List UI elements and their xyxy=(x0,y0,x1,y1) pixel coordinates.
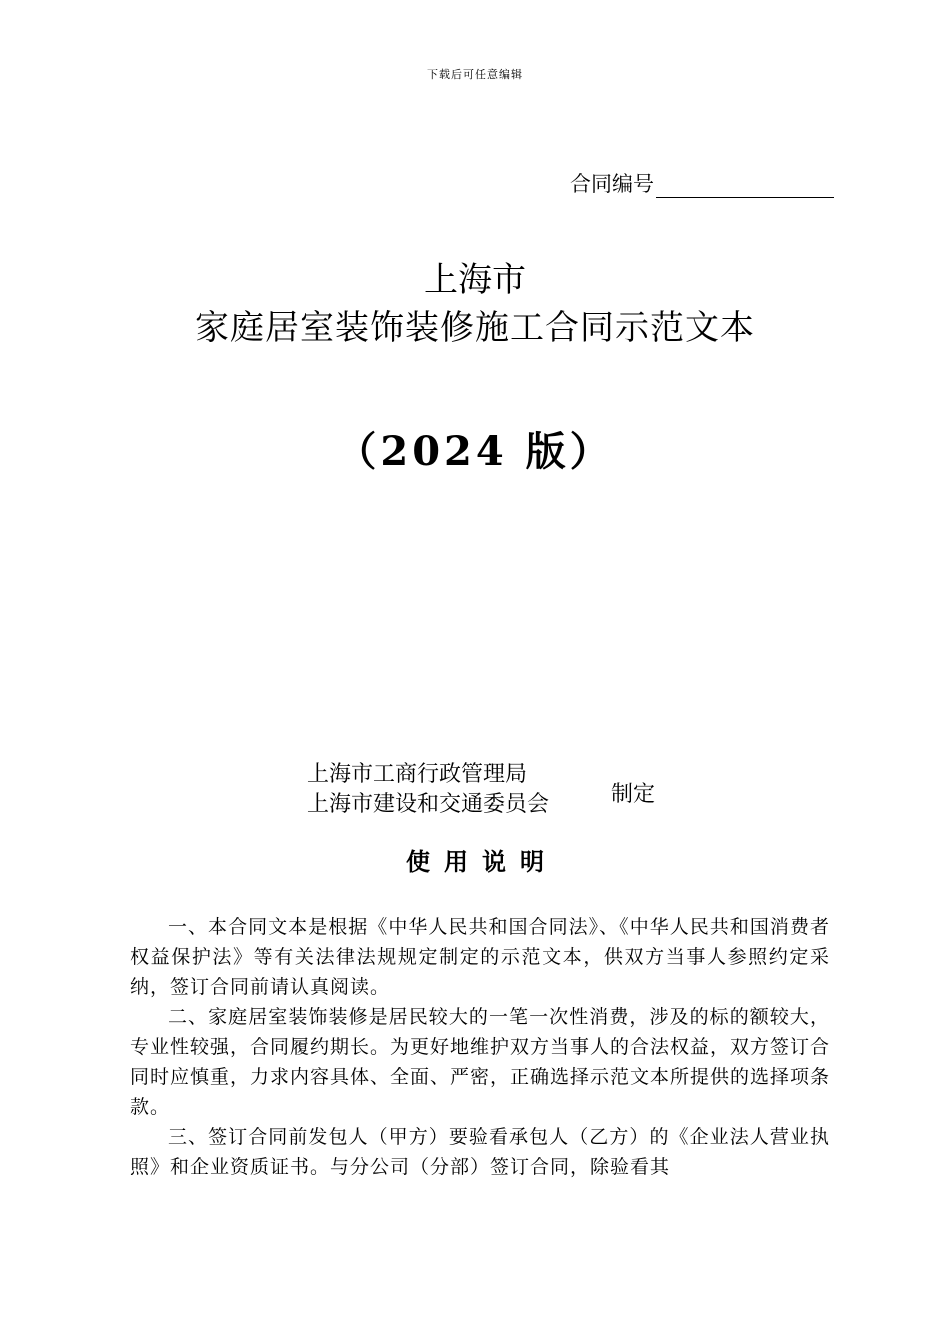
title-city: 上海市 xyxy=(424,260,526,300)
instruction-paragraph-1: 一、本合同文本是根据《中华人民共和国合同法》、《中华人民共和国消费者权益保护法》等有关法律法规规定制定的示范文本，供双方当事人参照约定采纳，签订合同前请认真阅读。 xyxy=(130,916,830,998)
contract-number-blank xyxy=(656,175,834,198)
contract-number-label: 合同编号 xyxy=(570,172,654,196)
instruction-paragraph-2: 二、家庭居室装饰装修是居民较大的一笔一次性消费，涉及的标的额较大，专业性较强，合同履约期长。为更好地维护双方当事人的合法权益，双方签订合同时应慎重，力求内容具体、全面、严密，正确选择示范文本所提供的选择项条款。 xyxy=(130,1006,831,1118)
instruction-paragraph-3: 三、签订合同前发包人（甲方）要验看承包人（乙方）的《企业法人营业执照》和企业资质证书。与分公司（分部）签订合同，除验看其 xyxy=(130,1126,830,1178)
version-label: （2024 版） xyxy=(336,428,614,475)
instructions-body xyxy=(130,912,830,1182)
issuer-org-1: 上海市工商行政管理局 xyxy=(307,762,528,787)
header-note: 下载后可任意编辑 xyxy=(427,68,523,81)
issuer-org-2: 上海市建设和交通委员会 xyxy=(307,792,550,817)
issuer-suffix: 制定 xyxy=(611,782,656,807)
contract-number-field xyxy=(570,168,834,198)
document-title: 家庭居室装饰装修施工合同示范文本 xyxy=(195,308,755,348)
instructions-title: 使用说明 xyxy=(406,847,558,876)
issuer-list xyxy=(307,760,549,820)
